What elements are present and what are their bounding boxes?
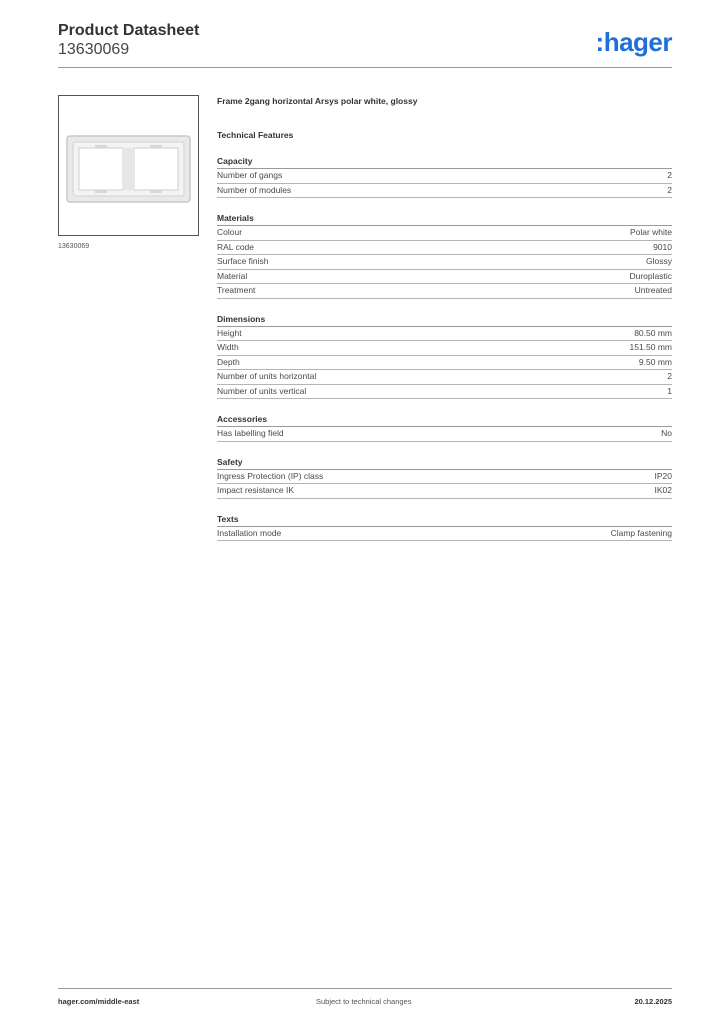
footer-divider	[58, 988, 672, 989]
spec-row	[217, 470, 672, 485]
spec-value: Glossy	[646, 256, 672, 266]
section-title: Capacity	[217, 155, 672, 169]
spec-label: RAL code	[217, 241, 255, 252]
spec-label: Number of units horizontal	[217, 371, 317, 381]
datasheet-content	[217, 95, 672, 541]
product-name: Frame 2gang horizontal Arsys polar white, glossy	[217, 96, 418, 106]
section-accessories	[217, 413, 672, 442]
footer-notice: Subject to technical changes	[316, 997, 412, 1006]
spec-row	[217, 270, 672, 285]
spec-row	[217, 184, 672, 199]
spec-row	[217, 385, 672, 400]
spec-label: Treatment	[217, 285, 256, 295]
spec-value: 2	[667, 371, 672, 381]
spec-label: Number of modules	[217, 184, 292, 195]
spec-label: Number of gangs	[217, 170, 283, 180]
section-title: Dimensions	[217, 313, 672, 327]
spec-value: Clamp fastening	[610, 527, 672, 538]
spec-row	[217, 527, 672, 542]
spec-value: 80.50 mm	[634, 327, 672, 338]
spec-row	[217, 356, 672, 371]
spec-row	[217, 427, 672, 442]
spec-row	[217, 255, 672, 270]
section-texts	[217, 513, 672, 542]
footer-website-link[interactable]: hager.com/middle-east	[58, 997, 140, 1006]
spec-value: 1	[667, 385, 672, 396]
spec-label: Width	[217, 342, 239, 352]
spec-value: Untreated	[634, 285, 672, 295]
spec-row	[217, 169, 672, 184]
spec-value: 151.50 mm	[629, 342, 672, 352]
spec-value: IP20	[654, 470, 672, 481]
spec-label: Height	[217, 327, 242, 338]
spec-label: Ingress Protection (IP) class	[217, 470, 324, 481]
product-code: 13630069	[58, 41, 130, 58]
spec-value: No	[661, 428, 672, 438]
spec-label: Colour	[217, 227, 243, 237]
spec-row	[217, 484, 672, 499]
spec-value: 9.50 mm	[638, 356, 672, 367]
frame-illustration	[59, 96, 198, 235]
hager-logo: :hager	[595, 27, 672, 57]
spec-value: 2	[667, 170, 672, 180]
spec-row	[217, 370, 672, 385]
spec-label: Has labelling field	[217, 428, 284, 438]
section-title: Safety	[217, 456, 672, 470]
section-materials	[217, 212, 672, 299]
section-capacity	[217, 155, 672, 198]
spec-label: Installation mode	[217, 527, 282, 538]
spec-value: Duroplastic	[629, 270, 672, 281]
spec-label: Surface finish	[217, 256, 269, 266]
footer-date: 20.12.2025	[634, 997, 672, 1006]
header-divider	[58, 67, 672, 68]
spec-label: Impact resistance IK	[217, 485, 295, 495]
spec-row	[217, 241, 672, 256]
spec-row	[217, 341, 672, 356]
spec-value: 9010	[653, 241, 672, 252]
section-dimensions	[217, 313, 672, 400]
spec-row	[217, 284, 672, 299]
spec-label: Number of units vertical	[217, 385, 307, 396]
spec-label: Depth	[217, 356, 240, 367]
document-header	[58, 22, 199, 59]
section-safety	[217, 456, 672, 499]
spec-value: 2	[667, 184, 672, 195]
section-title: Accessories	[217, 413, 672, 427]
spec-label: Material	[217, 270, 248, 281]
spec-row	[217, 226, 672, 241]
product-image	[58, 95, 199, 236]
section-title: Materials	[217, 212, 672, 226]
page-title: Product Datasheet	[58, 22, 200, 39]
section-title: Texts	[217, 513, 672, 527]
technical-features-title: Technical Features	[217, 130, 294, 140]
spec-value: Polar white	[629, 227, 672, 237]
spec-row	[217, 327, 672, 342]
image-caption: 13630069	[58, 243, 90, 250]
spec-value: IK02	[654, 485, 672, 495]
